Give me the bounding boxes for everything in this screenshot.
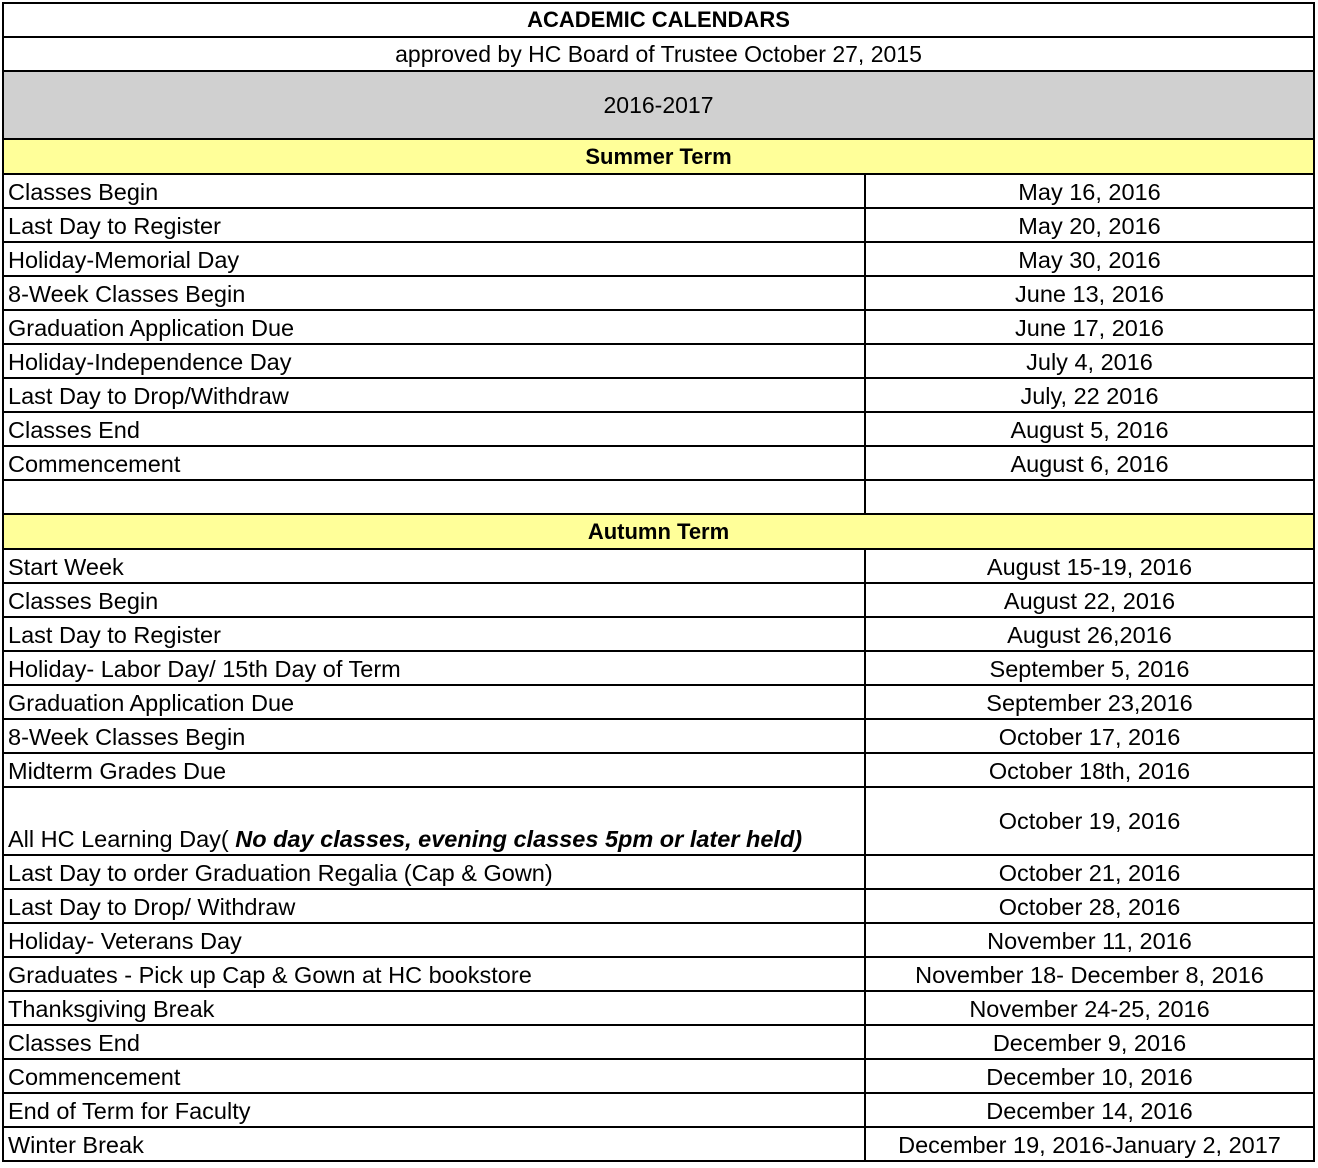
event-date: September 23,2016 — [986, 690, 1193, 716]
table-row — [4, 788, 1313, 856]
empty-cell — [866, 481, 1313, 513]
event-date: October 18th, 2016 — [988, 758, 1191, 784]
table-row — [4, 992, 1313, 1026]
event-name: Last Day to Drop/Withdraw — [4, 379, 866, 411]
event-name: Classes End — [4, 413, 866, 445]
event-name: Last Day to Drop/ Withdraw — [4, 890, 866, 922]
autumn-term-header: Autumn Term — [4, 515, 1313, 550]
table-row — [4, 447, 1313, 481]
event-name: 8-Week Classes Begin — [4, 277, 866, 309]
table-row — [4, 958, 1313, 992]
event-name: Last Day to order Graduation Regalia (Cap & Gown) — [4, 856, 866, 888]
event-name: 8-Week Classes Begin — [4, 720, 866, 752]
table-row — [4, 175, 1313, 209]
event-date: November 11, 2016 — [987, 928, 1192, 954]
event-date: October 19, 2016 — [998, 807, 1181, 834]
table-row — [4, 311, 1313, 345]
table-row — [4, 890, 1313, 924]
table-row — [4, 1026, 1313, 1060]
event-name: Last Day to Register — [4, 209, 866, 241]
table-row — [4, 1094, 1313, 1128]
table-row — [4, 413, 1313, 447]
empty-row — [4, 481, 1313, 515]
page-title: ACADEMIC CALENDARS — [4, 4, 1313, 38]
table-row — [4, 345, 1313, 379]
event-name: Commencement — [4, 447, 866, 479]
event-date: December 19, 2016-January 2, 2017 — [898, 1132, 1281, 1158]
table-row — [4, 277, 1313, 311]
event-name: Commencement — [4, 1060, 866, 1092]
summer-term-header: Summer Term — [4, 140, 1313, 175]
event-name: Thanksgiving Break — [4, 992, 866, 1024]
event-date: August 5, 2016 — [1010, 417, 1169, 443]
event-date: May 30, 2016 — [1018, 247, 1161, 273]
table-row — [4, 243, 1313, 277]
event-name: Classes Begin — [4, 584, 866, 616]
table-row — [4, 754, 1313, 788]
event-date: October 21, 2016 — [998, 860, 1181, 886]
event-name: Classes Begin — [4, 175, 866, 207]
event-name: Holiday-Independence Day — [4, 345, 866, 377]
event-date: August 22, 2016 — [1003, 588, 1176, 614]
event-name: Graduation Application Due — [4, 311, 866, 343]
table-row — [4, 550, 1313, 584]
table-row — [4, 720, 1313, 754]
event-name: Last Day to Register — [4, 618, 866, 650]
event-name: End of Term for Faculty — [4, 1094, 866, 1126]
event-date: November 24-25, 2016 — [969, 996, 1210, 1022]
event-name: Holiday- Veterans Day — [4, 924, 866, 956]
table-row — [4, 856, 1313, 890]
event-date: September 5, 2016 — [989, 656, 1190, 682]
table-row — [4, 652, 1313, 686]
event-name: Midterm Grades Due — [4, 754, 866, 786]
academic-year: 2016-2017 — [4, 72, 1313, 140]
table-row — [4, 584, 1313, 618]
event-date: July, 22 2016 — [1020, 383, 1159, 409]
event-date: June 17, 2016 — [1015, 315, 1164, 341]
table-row — [4, 1060, 1313, 1094]
event-name: Start Week — [4, 550, 866, 582]
event-date: August 26,2016 — [1007, 622, 1172, 648]
table-row — [4, 686, 1313, 720]
table-row — [4, 209, 1313, 243]
event-name: Winter Break — [4, 1128, 866, 1160]
approval-subtitle: approved by HC Board of Trustee October 27, 2015 — [4, 38, 1313, 72]
event-date: December 9, 2016 — [992, 1030, 1187, 1056]
event-date: November 18- December 8, 2016 — [915, 962, 1264, 988]
event-date: May 16, 2016 — [1018, 179, 1161, 205]
table-row — [4, 379, 1313, 413]
calendar-sheet — [2, 2, 1315, 1162]
event-date: August 15-19, 2016 — [986, 554, 1193, 580]
event-date: December 10, 2016 — [986, 1064, 1193, 1090]
event-name: Graduation Application Due — [4, 686, 866, 718]
event-date: August 6, 2016 — [1010, 451, 1169, 477]
event-note: No day classes, evening classes 5pm or later held) — [228, 826, 803, 852]
event-date: October 17, 2016 — [998, 724, 1181, 750]
event-name: Holiday- Labor Day/ 15th Day of Term — [4, 652, 866, 684]
event-name: Holiday-Memorial Day — [4, 243, 866, 275]
event-name — [4, 788, 866, 854]
event-label: All HC Learning Day( — [8, 826, 229, 852]
event-date: October 28, 2016 — [998, 894, 1181, 920]
table-row — [4, 924, 1313, 958]
table-row — [4, 1128, 1313, 1162]
event-name: Classes End — [4, 1026, 866, 1058]
table-row — [4, 618, 1313, 652]
event-date: December 14, 2016 — [986, 1098, 1193, 1124]
event-date: June 13, 2016 — [1015, 281, 1164, 307]
event-date: May 20, 2016 — [1018, 213, 1161, 239]
event-name: Graduates - Pick up Cap & Gown at HC bookstore — [4, 958, 866, 990]
empty-cell — [4, 481, 866, 513]
event-date: July 4, 2016 — [1026, 349, 1153, 375]
